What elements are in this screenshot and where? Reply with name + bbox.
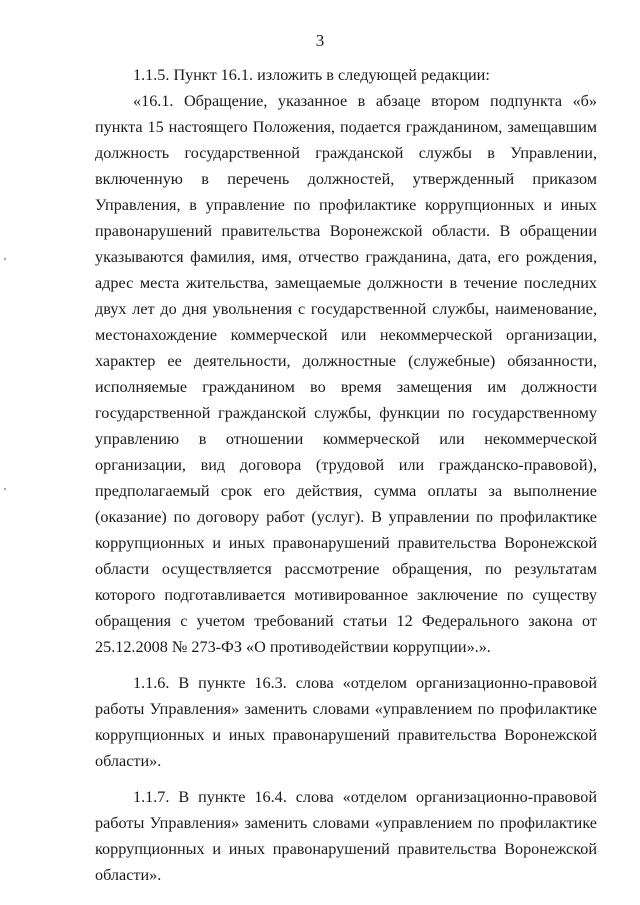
paragraph-1-1-6: 1.1.6. В пункте 16.3. слова «отделом организационно-правовой работы Управления» заменить словами «управлением по профилактике коррупционных и иных правонарушений правительства Воронежской области».: [95, 674, 597, 770]
document-body: [95, 62, 597, 888]
paragraph-1-1-7: 1.1.7. В пункте 16.4. слова «отделом организационно-правовой работы Управления» заменить словами «управлением по профилактике коррупционных и иных правонарушений правительства Воронежской области».: [95, 788, 597, 884]
paragraph-1-1-5: 1.1.5. Пункт 16.1. изложить в следующей редакции:: [133, 66, 490, 84]
scan-mark: [4, 258, 6, 260]
scan-mark: [4, 488, 6, 490]
page-number: 3: [315, 31, 325, 50]
paragraph-16-1-text: «16.1. Обращение, указанное в абзаце втором подпункта «б» пункта 15 настоящего Положения, подается гражданином, замещавшим должность государственной гражданской службы в Управлении, включенную в перечень должностей, утвержденный приказом Управления, в управление по профилактике коррупционных и иных правонарушений правительства Воронежской области. В обращении указываются фамилия, имя, отчество гражданина, дата, его рождения, адрес места жительства, замещаемые должности в течение последних двух лет до дня увольнения с государственной службы, наименование, местонахождение коммерческой или некоммерческой организации, характер ее деятельности, должностные (служебные) обязанности, исполняемые гражданином во время замещения им должности государственной гражданской службы, функции по государственному управлению в отношении коммерческой или некоммерческой организации, вид договора (трудовой или гражданско-правовой), предполагаемый срок его действия, сумма оплаты за выполнение (оказание) по договору работ (услуг). В управлении по профилактике коррупционных и иных правонарушений правительства Воронежской области осуществляется рассмотрение обращения, по результатам которого подготавливается мотивированное заключение по существу обращения с учетом требований статьи 12 Федерального закона от 25.12.2008 № 273-ФЗ «О противодействии коррупции».».: [95, 92, 597, 656]
